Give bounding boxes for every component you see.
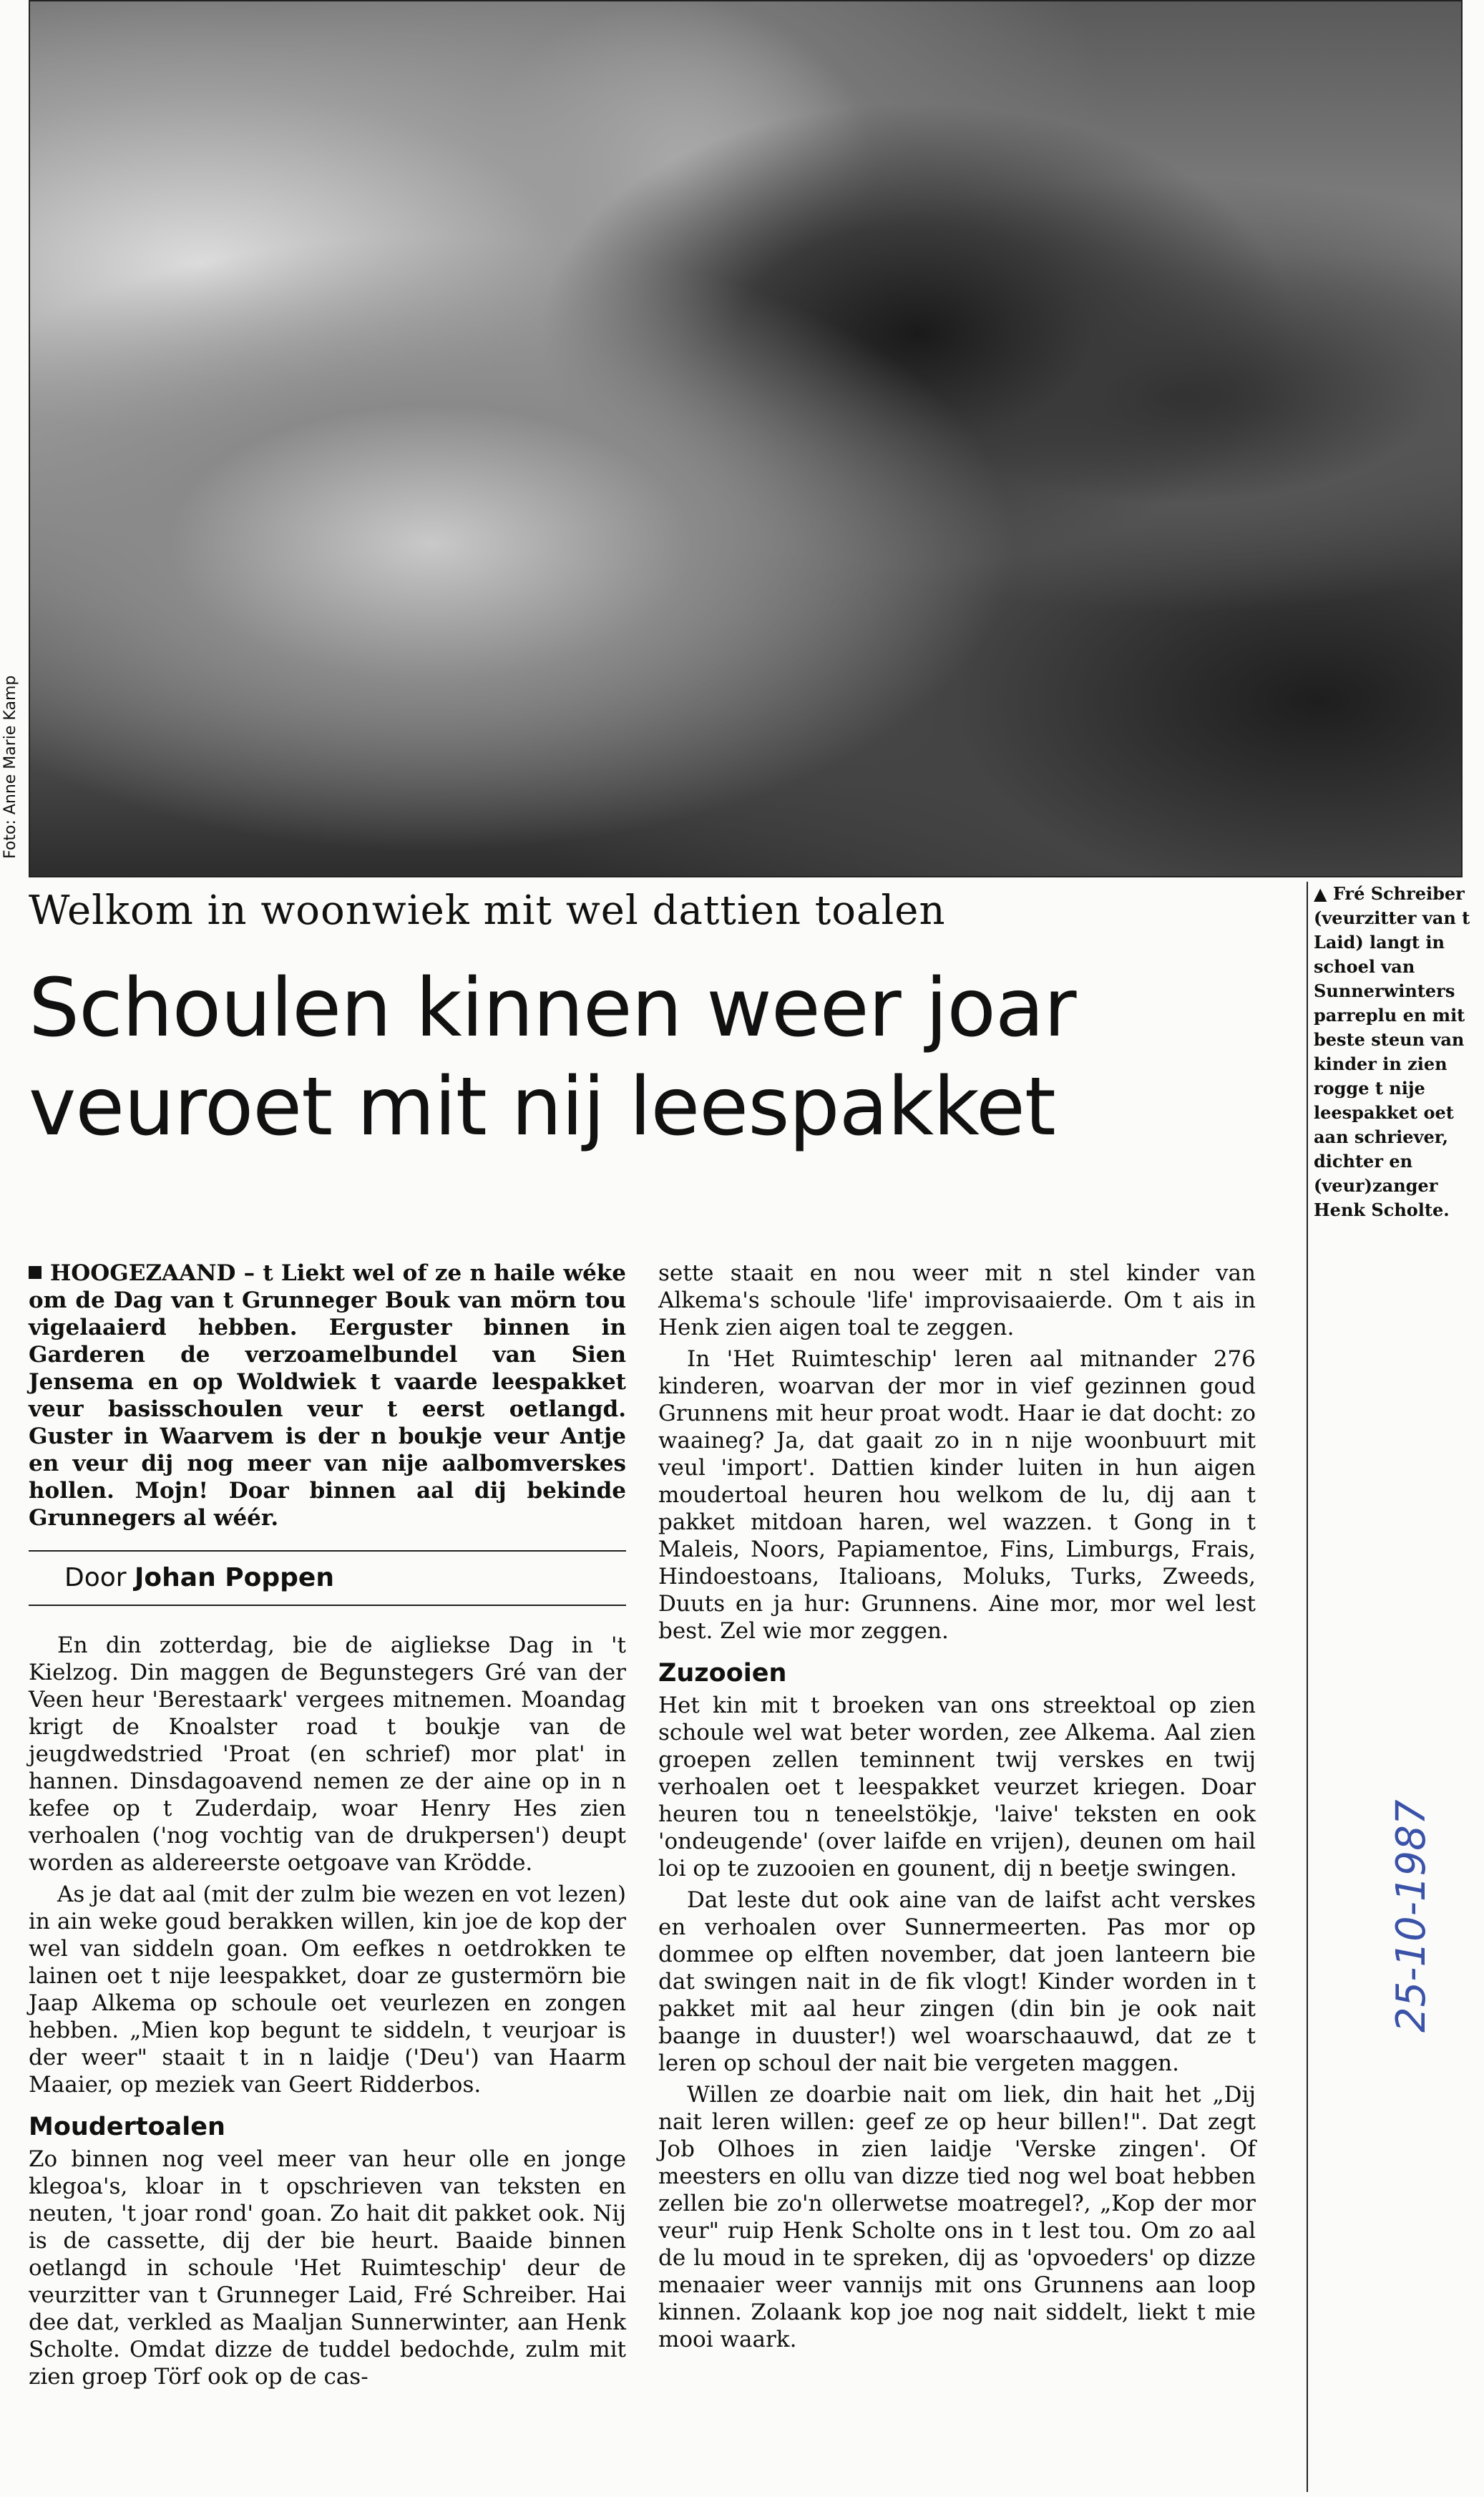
paragraph: sette staait en nou weer mit n stel kinder van Alkema's schoule 'life' improvisaaierde. Om t ais in Henk zien aigen toal te zeggen.	[658, 1260, 1256, 1340]
kicker: Welkom in woonwiek mit wel dattien toalen	[29, 887, 946, 934]
article-column-2	[658, 1260, 1256, 2353]
byline-author: Johan Poppen	[135, 1563, 334, 1592]
subheading-moudertoalen: Moudertoalen	[29, 2113, 225, 2141]
paragraph: Zo binnen nog veel meer van heur olle en jonge klegoa's, kloar in t opschrieven van teksten en neuten, 't joar rond' goan. Zo hait dit pakket ook. Nij is de cassette, dij der bie heurt. Baaide binnen oetlangd in schoule 'Het Ruimteschip' deur de veurzitter van t Grunneger Laid, Fré Schreiber. Hai dee dat, verkled as Maaljan Sunnerwinter, aan Henk Scholte. Omdat dizze de tuddel bedochde, zulm mit zien groep Törf ook op de cas-	[29, 2146, 626, 2390]
headline: Schoulen kinnen weer joar veuroet mit nij leespakket	[29, 962, 1076, 1154]
article-column-1	[29, 1260, 626, 2390]
paragraph: As je dat aal (mit der zulm bie wezen en vot lezen) in ain weke goud berakken willen, kin joe de kop der wel van siddeln goan. Om eefkes n oetdrokken te lainen oet t nije leespakket, doar ze gustermörn bie Jaap Alkema op schoule oet veurlezen en zongen hebben. „Mien kop begunt te siddeln, t veurjoar is der weer" staait t in n laidje ('Deu') van Haarm Maaier, op meziek van Geert Ridderbos.	[29, 1882, 626, 2098]
byline-prefix: Door	[64, 1563, 127, 1592]
paragraph: En din zotterdag, bie de aigliekse Dag in 't Kielzog. Din maggen de Begunstegers Gré van der Veen heur 'Berestaark' vergees mitnemen. Moandag krigt de Knoalster road t boukje van de jeugdwedstried 'Proat (en schrief) mor plat' in hannen. Dinsdagoavend nemen ze der aine op in n kefee op t Zuderdaip, woar Henry Hes zien verhoalen ('nog vochtig van de drukpersen') deupt worden as aldereerste oetgoave van Krödde.	[29, 1632, 626, 1876]
photo-credit: Foto: Anne Marie Kamp	[1, 675, 19, 859]
photo-caption: ▲ Fré Schreiber (veurzitter van t Laid) langt in schoel van Sunnerwinters parreplu en mit beste steun van kinder in zien rogge t nije leespakket oet aan schriever, dichter en (veur)zanger Henk Scholte.	[1314, 883, 1470, 1220]
handwritten-date: 25-10-1987	[1388, 1799, 1435, 2033]
paragraph: Dat leste dut ook aine van de laifst acht verskes en verhoalen over Sunnermeerten. Pas mor op dommee op elften november, dat joen lanteern bie dat swingen nait in de fik vlogt! Kinder worden in t pakket mit aal heur zingen (din bin je ook nait baange in duuster!) wel woarschaauwd, dat ze t leren op schoul der nait bie vergeten maggen.	[658, 1887, 1256, 2076]
paragraph: Het kin mit t broeken van ons streektoal op zien schoule wel wat beter worden, zee Alkema. Aal zien groepen zellen teminnent twij verskes en twij verhoalen oet t leespakket veurzet kriegen. Doar heuren tou n teneelstökje, 'laive' teksten en ook 'ondeugende' (over laifde en vrijen), deunen om hail loi op te zuzooien en gounent, dij n beetje swingen.	[658, 1693, 1256, 1882]
paragraph: In 'Het Ruimteschip' leren aal mitnander 276 kinderen, woarvan der mor in vief gezinnen goud Grunnens mit heur proat wodt. Haar ie dat docht: zo waaineg? Ja, dat gaait zo in n nije woonbuurt mit veul 'import'. Dattien kinder luiten in hun aigen moudertoal heuren hou welkom de lu, dij aan t pakket mitdoan haren, wel wazzen. t Gong in t Maleis, Noors, Papiamentoe, Fins, Limburgs, Frais, Hindoestoans, Italioans, Moluks, Turks, Zweeds, Duuts en ja hur: Grunnens. Aine mor, mor wel lest best. Zel wie mor zeggen.	[658, 1346, 1256, 1644]
paragraph: Willen ze doarbie nait om liek, din hait het „Dij nait leren willen: geef ze op heur billen!". Dat zegt Job Olhoes in zien laidje 'Verske zingen'. Of meesters en ollu van dizze tied nog wel boat hebben zellen bie zo'n ollerwetse moatregel?, „Kop der mor veur" ruip Henk Scholte ons in t lest tou. Om zo aal de lu moud in te spreken, dij as 'opvoeders' op dizze menaaier weer vannijs mit ons Grunnens aan loop kinnen. Zolaank kop joe nog nait siddelt, liekt t mie mooi waark.	[658, 2082, 1256, 2352]
lead-text: HOOGEZAAND – t Liekt wel of ze n haile wéke om de Dag van t Grunneger Bouk van mörn tou vigelaaierd hebben. Eerguster binnen in Garderen de verzoamelbundel van Sien Jensema en op Woldwiek t vaarde leespakket veur basisschoulen veur t eerst oetlangd. Guster in Waarvem is der n boukje veur Antje en veur dij nog meer van nije aalbomverskes hollen. Mojn! Doar binnen aal dij bekinde Grunnegers al wéér.	[29, 1260, 626, 1531]
square-bullet-icon	[29, 1266, 42, 1279]
subheading-zuzooien: Zuzooien	[658, 1659, 787, 1688]
news-photo	[29, 0, 1463, 877]
byline	[29, 1550, 626, 1606]
lead-paragraph	[29, 1260, 626, 1532]
caption-divider	[1307, 882, 1308, 2492]
